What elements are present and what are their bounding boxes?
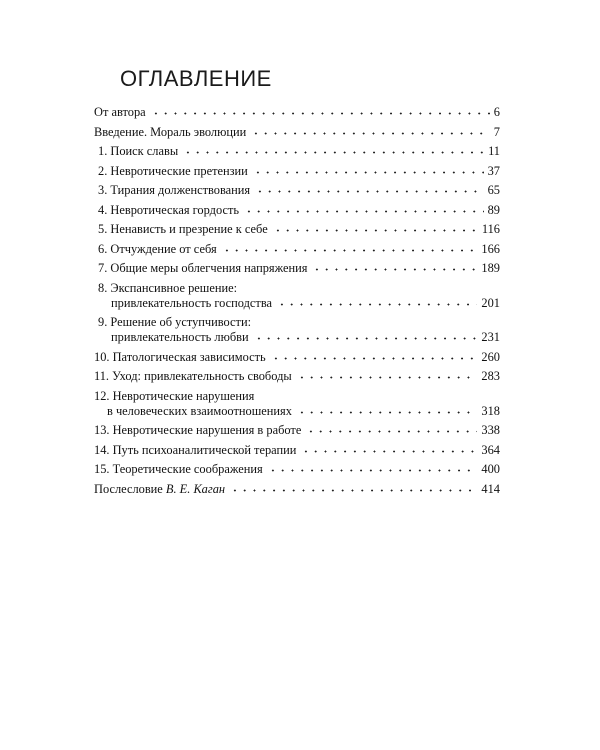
toc-entry-page: 116 xyxy=(481,222,500,236)
toc-entry-title: Невротические претензии xyxy=(110,163,248,178)
toc-entry-page: 400 xyxy=(481,462,500,476)
toc-entry-title: Ненависть и презрение к себе xyxy=(110,222,268,236)
toc-entry-page: 65 xyxy=(487,183,500,197)
toc-entry-number: 1. xyxy=(98,144,108,158)
toc-entry-title: Невротические нарушения в работе xyxy=(112,423,302,437)
toc-entry-chapter-10 xyxy=(94,350,500,365)
toc-entry-chapter-2 xyxy=(94,164,500,179)
dot-leader xyxy=(254,330,478,340)
toc-entry-page: 189 xyxy=(481,261,500,275)
toc-entry-number: 2. xyxy=(98,163,108,178)
page-title: ОГЛАВЛЕНИЕ xyxy=(120,66,272,91)
dot-leader xyxy=(230,482,477,492)
toc-entry-title: Поиск славы xyxy=(110,144,179,158)
toc-entry-title: Введение. Мораль эволюции xyxy=(94,124,247,139)
toc-entry-chapter-8 xyxy=(94,281,500,311)
toc-entry-page: 414 xyxy=(481,481,500,496)
toc-entry-chapter-5 xyxy=(94,222,500,237)
toc-entry-afterword xyxy=(94,482,500,497)
toc-entry-number: 15. xyxy=(94,462,110,476)
toc-entry-chapter-11 xyxy=(94,369,500,384)
toc-entry-chapter-1 xyxy=(94,144,500,159)
toc-entry-title: Послесловие xyxy=(94,481,163,496)
toc-entry-page: 11 xyxy=(488,144,500,158)
toc-entry-chapter-13 xyxy=(94,423,500,438)
toc-entry-number: 3. xyxy=(98,183,108,197)
toc-entry-page: 7 xyxy=(493,124,500,139)
toc-entry-number: 7. xyxy=(98,261,108,275)
toc-entry-introduction xyxy=(94,125,500,140)
dot-leader xyxy=(301,443,477,453)
toc-entry-title: Тирания долженствования xyxy=(110,183,251,197)
toc-entry-page: 166 xyxy=(481,241,500,256)
toc-entry-page: 318 xyxy=(481,403,500,418)
toc-entry-chapter-6 xyxy=(94,242,500,257)
dot-leader xyxy=(273,222,478,232)
toc-entry-title: Общие меры облегчения напряжения xyxy=(110,261,308,275)
toc-entry-title: Теоретические соображения xyxy=(112,462,263,476)
dot-leader xyxy=(255,183,483,193)
toc-entry-title: привлекательность господства xyxy=(111,295,273,310)
toc-entry-title: Путь психоаналитической терапии xyxy=(112,442,297,457)
dot-leader xyxy=(183,144,484,154)
dot-leader xyxy=(277,296,477,306)
dot-leader xyxy=(151,105,490,115)
toc-entry-number: 4. xyxy=(98,202,108,217)
toc-entry-title: От автора xyxy=(94,105,146,119)
toc-entry-title-line1: Решение об уступчивости: xyxy=(110,315,252,329)
toc-entry-preface xyxy=(94,105,500,120)
toc-entry-title: Невротическая гордость xyxy=(110,202,240,217)
dot-leader xyxy=(306,423,477,433)
dot-leader xyxy=(253,164,484,174)
toc-entry-number: 5. xyxy=(98,222,108,236)
toc-entry-page: 260 xyxy=(481,349,500,364)
dot-leader xyxy=(268,462,478,472)
toc-entry-chapter-9 xyxy=(94,315,500,345)
toc-entry-number: 6. xyxy=(98,241,108,256)
toc-entry-page: 6 xyxy=(493,105,500,119)
toc-entry-number: 9. xyxy=(98,315,108,329)
dot-leader xyxy=(244,203,484,213)
toc-entry-title: Патологическая зависимость xyxy=(112,349,266,364)
toc-entry-number: 10. xyxy=(94,349,110,364)
toc-entry-chapter-14 xyxy=(94,443,500,458)
table-of-contents xyxy=(94,105,500,501)
dot-leader xyxy=(297,369,478,379)
toc-entry-title: Уход: привлекательность свободы xyxy=(112,369,292,383)
toc-entry-chapter-15 xyxy=(94,462,500,477)
toc-entry-page: 364 xyxy=(481,442,500,457)
dot-leader xyxy=(222,242,478,252)
toc-entry-page: 283 xyxy=(481,369,500,383)
toc-entry-number: 11. xyxy=(94,369,110,383)
toc-entry-number: 13. xyxy=(94,423,110,437)
toc-entry-title: Отчуждение от себя xyxy=(110,241,217,256)
toc-entry-chapter-7 xyxy=(94,261,500,276)
toc-entry-title-line1: Невротические нарушения xyxy=(112,388,255,403)
toc-entry-page: 338 xyxy=(481,423,500,437)
dot-leader xyxy=(251,125,490,135)
toc-entry-number: 12. xyxy=(94,388,110,403)
toc-entry-author: В. Е. Каган xyxy=(165,481,226,496)
dot-leader xyxy=(271,350,478,360)
toc-entry-chapter-12 xyxy=(94,389,500,419)
toc-entry-number: 8. xyxy=(98,280,108,295)
toc-entry-chapter-3 xyxy=(94,183,500,198)
toc-entry-title: в человеческих взаимоотношениях xyxy=(107,403,292,418)
dot-leader xyxy=(297,404,478,414)
toc-entry-page: 89 xyxy=(487,202,500,217)
toc-entry-title: привлекательность любви xyxy=(111,330,249,344)
toc-entry-page: 201 xyxy=(481,295,500,310)
toc-entry-page: 37 xyxy=(487,163,500,178)
toc-entry-chapter-4 xyxy=(94,203,500,218)
toc-entry-title-line1: Экспансивное решение: xyxy=(110,280,238,295)
toc-entry-page: 231 xyxy=(481,330,500,344)
toc-entry-number: 14. xyxy=(94,442,110,457)
dot-leader xyxy=(312,261,477,271)
